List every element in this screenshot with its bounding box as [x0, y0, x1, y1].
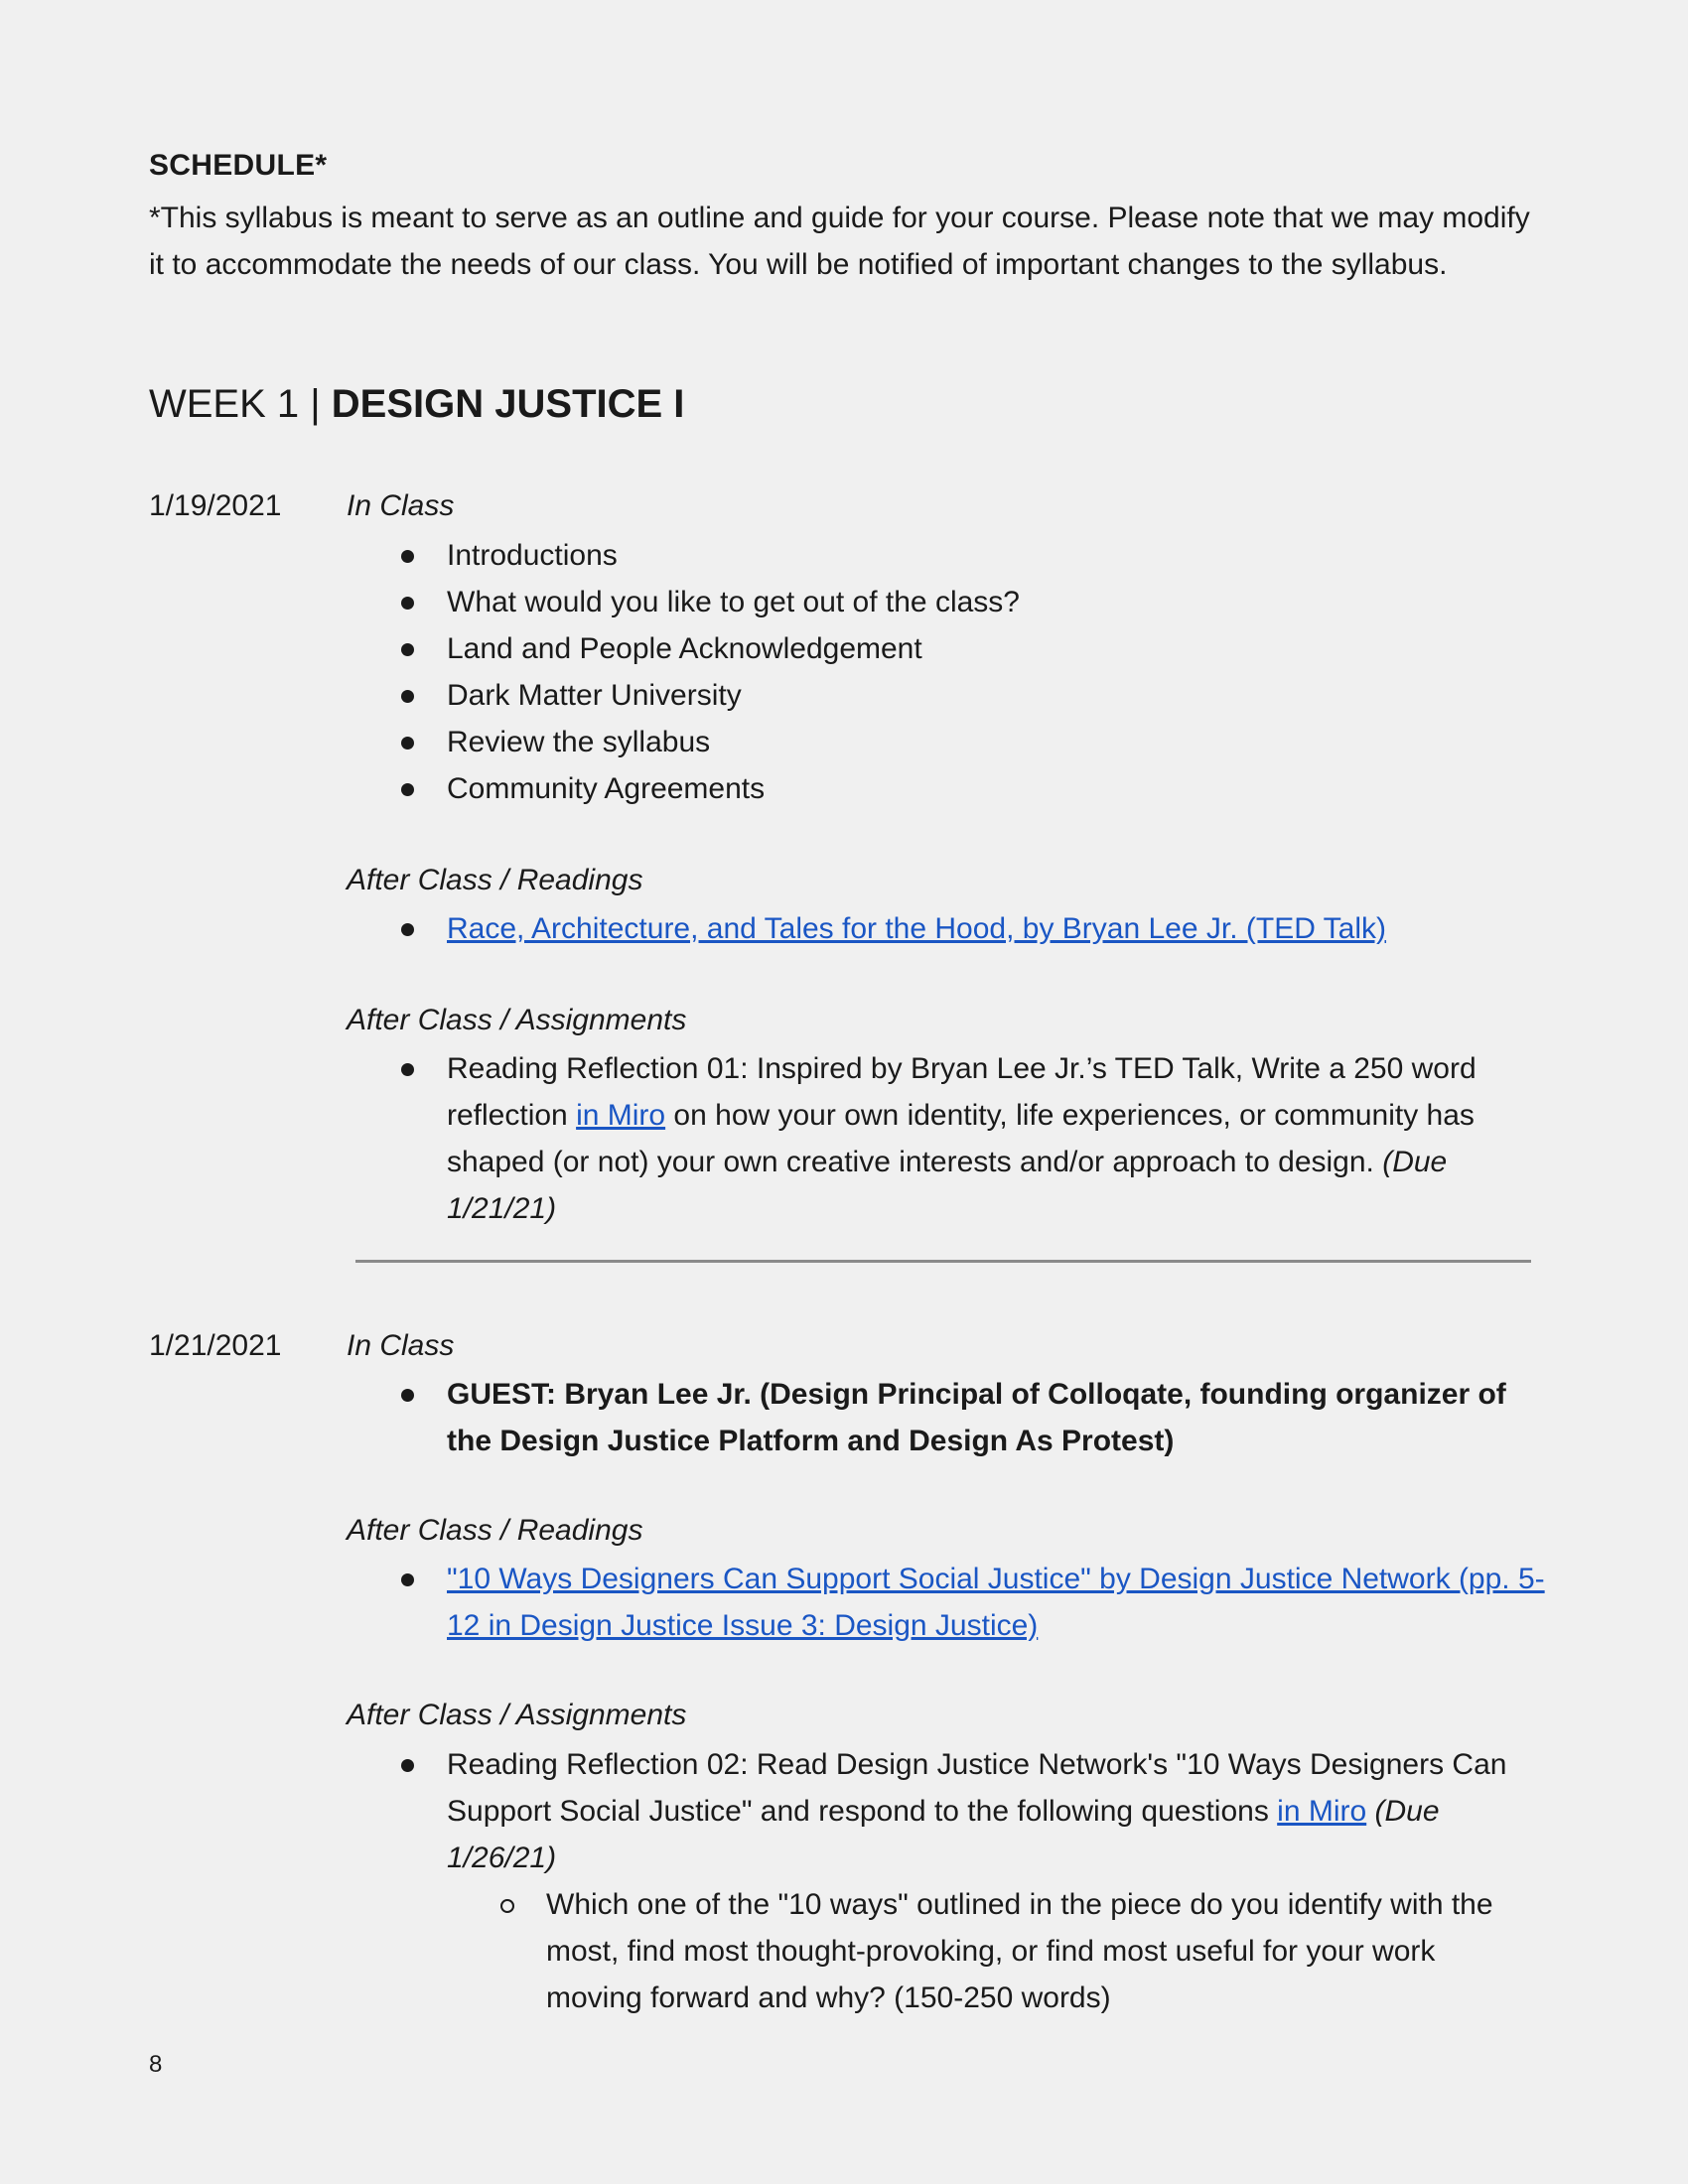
miro-link[interactable]: in Miro — [576, 1099, 666, 1132]
assignments-list — [447, 1741, 1539, 1881]
list-item — [447, 905, 1559, 952]
sub-question: Which one of the "10 ways" outlined in the piece do you identify with the most, find most thought-provoking, or find most useful for your work moving forward and why? (150-250 words) — [546, 1881, 1539, 2021]
list-item — [447, 1741, 1539, 1881]
schedule-notice: *This syllabus is meant to serve as an outline and guide for your course. Please note that we may modify it to accommodate the needs of our class. You will be notified of important changes to the syllabus. — [149, 202, 1530, 281]
session-date: 1/19/2021 — [149, 489, 282, 522]
in-class-label: In Class — [347, 1329, 455, 1362]
assignment-text-cont: on how your own identity, life experiences, or community has shaped (or not) your own creative interests and/or approach to design. — [447, 1099, 1475, 1178]
assignments-label: After Class / Assignments — [347, 1004, 687, 1036]
week-prefix: WEEK 1 | — [149, 382, 332, 426]
schedule-heading: SCHEDULE* — [149, 149, 328, 182]
list-item — [447, 1556, 1559, 1649]
assignment-text: Reading Reflection 01: Inspired by Bryan Lee Jr.’s TED Talk, Write a 250 word reflection — [447, 1052, 1477, 1132]
week-title: DESIGN JUSTICE I — [331, 382, 685, 426]
assignments-list — [447, 1045, 1489, 1232]
guest-item: GUEST: Bryan Lee Jr. (Design Principal of Colloqate, founding organizer of the Design Justice Platform and Design As Protest) — [447, 1371, 1539, 1464]
in-class-list — [447, 532, 1539, 812]
readings-list — [447, 905, 1559, 952]
in-class-list — [447, 1371, 1539, 1464]
list-item: Review the syllabus — [447, 719, 1539, 765]
section-divider — [355, 1260, 1531, 1263]
sub-question-list — [546, 1881, 1539, 2021]
due-date: (Due 1/21/21) — [447, 1146, 1448, 1225]
reading-link[interactable]: "10 Ways Designers Can Support Social Justice" by Design Justice Network (pp. 5-12 in Design Justice Issue 3: Design Justice) — [447, 1563, 1545, 1642]
assignments-label: After Class / Assignments — [347, 1699, 687, 1731]
page-number: 8 — [149, 2051, 163, 2078]
list-item: Land and People Acknowledgement — [447, 625, 1539, 672]
session-date: 1/21/2021 — [149, 1329, 282, 1362]
week-heading — [149, 382, 684, 427]
due-date: (Due 1/26/21) — [447, 1795, 1440, 1874]
assignment-text: Reading Reflection 02: Read Design Justice Network's "10 Ways Designers Can Support Social Justice" and respond to the following questions — [447, 1748, 1507, 1828]
list-item: Introductions — [447, 532, 1539, 579]
list-item: Community Agreements — [447, 765, 1539, 812]
readings-list — [447, 1556, 1559, 1649]
in-class-label: In Class — [347, 489, 455, 522]
readings-label: After Class / Readings — [347, 864, 643, 896]
list-item: What would you like to get out of the class? — [447, 579, 1539, 625]
readings-label: After Class / Readings — [347, 1514, 643, 1547]
reading-link[interactable]: Race, Architecture, and Tales for the Hood, by Bryan Lee Jr. (TED Talk) — [447, 912, 1387, 945]
miro-link[interactable]: in Miro — [1277, 1795, 1367, 1828]
list-item: Dark Matter University — [447, 672, 1539, 719]
list-item — [447, 1045, 1489, 1232]
